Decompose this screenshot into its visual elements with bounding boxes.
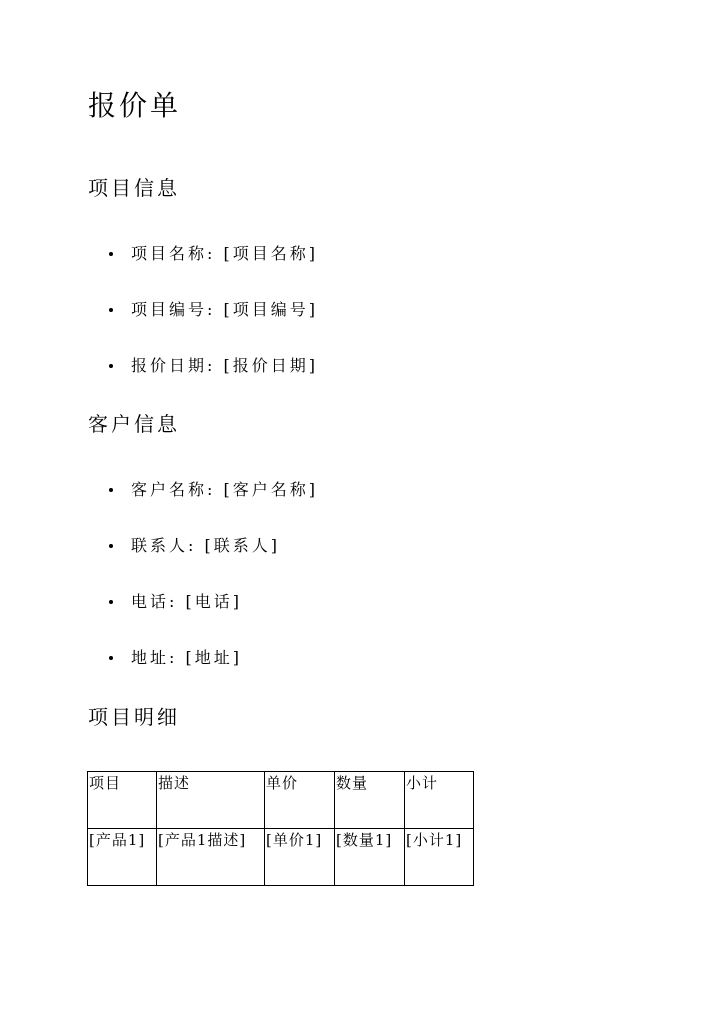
list-item-text: 联系人: [联系人]: [131, 536, 280, 555]
cell-quantity: [数量1]: [335, 829, 405, 886]
table-row: [88, 829, 474, 886]
list-item-text: 项目名称: [项目名称]: [131, 244, 318, 263]
project-info-heading: 项目信息: [88, 176, 180, 200]
bullet-icon: [109, 488, 113, 492]
bullet-icon: [109, 544, 113, 548]
list-item-text: 项目编号: [项目编号]: [131, 300, 318, 319]
list-item-text: 电话: [电话]: [131, 592, 242, 611]
cell-description: [产品1描述]: [157, 829, 265, 886]
column-header-item: 项目: [88, 772, 157, 829]
cell-subtotal: [小计1]: [405, 829, 474, 886]
cell-item: [产品1]: [88, 829, 157, 886]
bullet-icon: [109, 308, 113, 312]
document-title: 报价单: [88, 89, 182, 122]
project-details-table: [87, 771, 474, 886]
bullet-icon: [109, 600, 113, 604]
bullet-icon: [109, 656, 113, 660]
column-header-description: 描述: [157, 772, 265, 829]
list-item-text: 客户名称: [客户名称]: [131, 480, 318, 499]
bullet-icon: [109, 364, 113, 368]
column-header-quantity: 数量: [335, 772, 405, 829]
cell-unit-price: [单价1]: [265, 829, 335, 886]
bullet-icon: [109, 252, 113, 256]
list-item-text: 报价日期: [报价日期]: [131, 356, 318, 375]
column-header-subtotal: 小计: [405, 772, 474, 829]
table-header-row: [88, 772, 474, 829]
list-item-text: 地址: [地址]: [131, 648, 242, 667]
column-header-unit-price: 单价: [265, 772, 335, 829]
project-details-heading: 项目明细: [88, 705, 180, 729]
customer-info-heading: 客户信息: [88, 412, 180, 436]
